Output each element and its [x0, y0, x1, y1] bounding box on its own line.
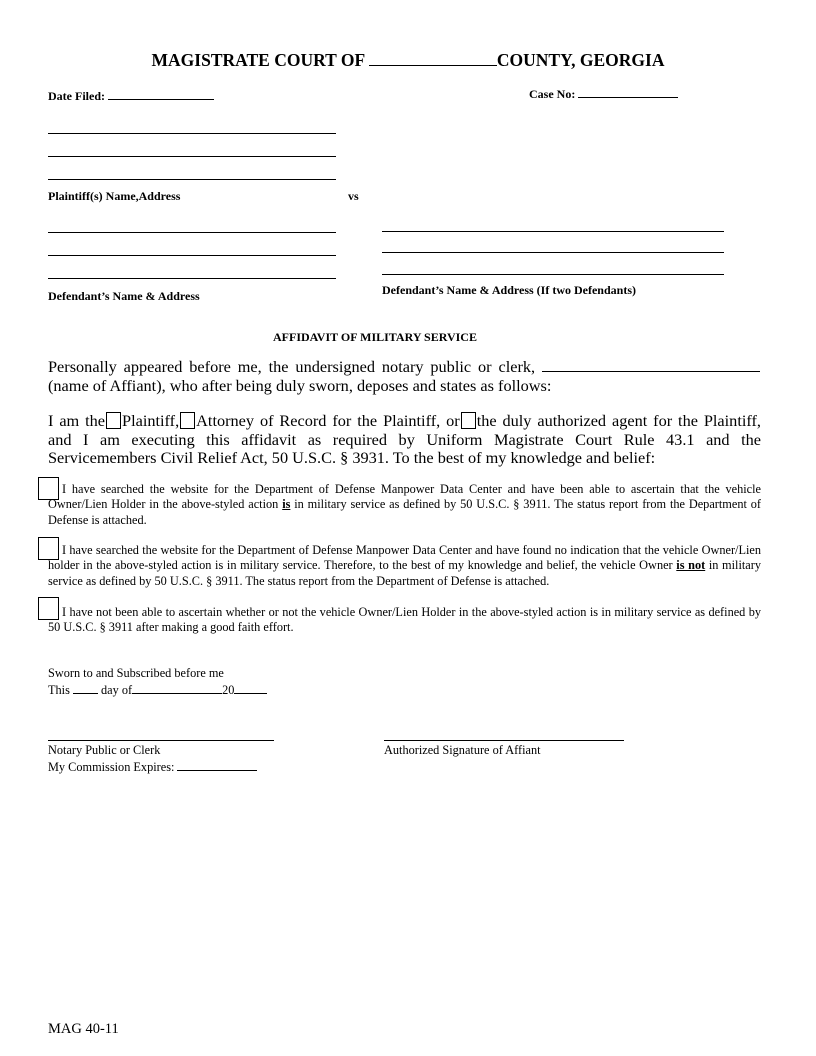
- affiant-name-field[interactable]: [542, 357, 760, 372]
- notary-signature-line[interactable]: [48, 740, 274, 741]
- defendant2-line-1[interactable]: [382, 231, 724, 232]
- option2-text: I have searched the website for the Department of Defense Manpower Data Center and have found no indication that the vehicle Owner/Lien holder in the above-styled action is in military service. Therefore, to the best of my knowledge and belief, the vehicle Owner is not in military service as defined by 50 U.S.C. § 3911. The status report from the Department of Defense is attached.: [48, 543, 761, 588]
- page-title: MAGISTRATE COURT OF COUNTY, GEORGIA: [151, 50, 665, 70]
- option1-text: I have searched the website for the Department of Defense Manpower Data Center and have been able to ascertain that the vehicle Owner/Lien Holder in the above-styled action is in military service as defined by 50 U.S.C. § 3911. The status report from the Department of Defense is attached.: [48, 482, 761, 527]
- county-name-field[interactable]: [369, 51, 497, 66]
- role-paragraph: I am the Plaintiff, Attorney of Record for the Plaintiff, or the duly authorized agent for the Plaintiff, and I am executing this affidavit as required by Uniform Magistrate Court Rule 43.1 and the Servicemembers Civil Relief Act, 50 U.S.C. § 3931. To the best of my knowledge and belief:: [48, 411, 761, 467]
- vs-label: vs: [348, 189, 359, 203]
- plaintiff-checkbox[interactable]: [106, 412, 121, 429]
- defendant2-line-3[interactable]: [382, 274, 724, 275]
- agent-checkbox[interactable]: [461, 412, 476, 429]
- option3-text: I have not been able to ascertain whether or not the vehicle Owner/Lien Holder in the above-styled action is in military service as defined by 50 U.S.C. § 3911 after making a good faith effort.: [48, 605, 761, 635]
- defendant-line-2[interactable]: [48, 255, 336, 256]
- defendant-line-3[interactable]: [48, 278, 336, 279]
- day-field[interactable]: [73, 682, 98, 694]
- affiant-signature-line[interactable]: [384, 740, 624, 741]
- form-number: MAG 40-11: [48, 1021, 119, 1037]
- affidavit-heading: AFFIDAVIT OF MILITARY SERVICE: [273, 330, 477, 344]
- month-field[interactable]: [132, 682, 222, 694]
- date-filed: Date Filed:: [48, 88, 214, 104]
- year-field[interactable]: [234, 682, 267, 694]
- defendant2-line-2[interactable]: [382, 252, 724, 253]
- date-filed-field[interactable]: [108, 88, 214, 100]
- attorney-checkbox[interactable]: [180, 412, 195, 429]
- sworn-date: This day of 20: [48, 682, 267, 698]
- plaintiff-label: Plaintiff(s) Name,Address: [48, 189, 181, 203]
- defendant-line-1[interactable]: [48, 232, 336, 233]
- notary-label: Notary Public or Clerk: [48, 743, 161, 757]
- plaintiff-line-3[interactable]: [48, 179, 336, 180]
- case-no-field[interactable]: [578, 86, 678, 98]
- defendant-label: Defendant’s Name & Address: [48, 289, 200, 303]
- defendant2-label: Defendant’s Name & Address (If two Defendants): [382, 283, 636, 297]
- commission-expires: My Commission Expires:: [48, 759, 257, 775]
- affiant-label: Authorized Signature of Affiant: [384, 743, 541, 757]
- plaintiff-line-1[interactable]: [48, 133, 336, 134]
- sworn-text: Sworn to and Subscribed before me: [48, 666, 224, 680]
- case-no: Case No:: [529, 86, 678, 102]
- affiant-intro: Personally appeared before me, the undersigned notary public or clerk, (name of Affiant), who after being duly sworn, deposes and states as follows:: [48, 357, 760, 395]
- plaintiff-line-2[interactable]: [48, 156, 336, 157]
- commission-expires-field[interactable]: [177, 759, 257, 771]
